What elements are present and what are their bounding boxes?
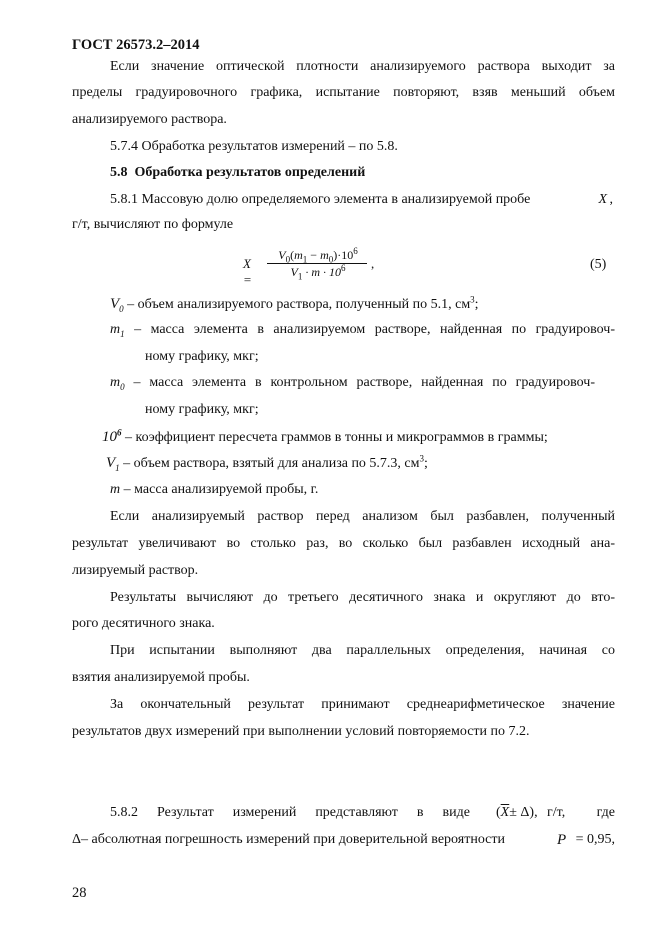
fraction-bar: [267, 263, 367, 264]
page-number: 28: [72, 885, 87, 901]
variable-x: X: [598, 192, 607, 207]
section-title: Обработка результатов определений: [134, 165, 366, 180]
definition-m0: $m_0$ – масса элемента в контрольном растворе, найденная по градуировоч-: [110, 375, 595, 392]
paragraph-line: 5.7.4 Обработка результатов измерений – по 5.8.: [110, 139, 398, 154]
section-number: 5.8: [110, 165, 128, 180]
paragraph-line: рого десятичного знака.: [72, 616, 215, 631]
definition-m: m – масса анализируемой пробы, г.: [110, 482, 319, 497]
paragraph-line: Если анализируемый раствор перед анализом был разбавлен, полученный: [110, 509, 615, 524]
formula-denominator: $V_1 \cdot m \cdot 10^6$: [290, 263, 346, 282]
paragraph-line: лизируемый раствор.: [72, 563, 199, 578]
paragraph-line: пределы градуировочного графика, испытание повторяют, взяв меньший объем: [72, 85, 615, 100]
paragraph-line: взятия анализируемой пробы.: [72, 670, 250, 685]
paragraph-line: 5.8.1 Массовую долю определяемого элемента в анализируемой пробе X ,: [110, 192, 613, 207]
definition-m1: $m_1$ – масса элемента в анализируемом растворе, найденная по градуировоч-: [110, 322, 615, 339]
paragraph-line: анализируемого раствора.: [72, 112, 227, 127]
formula-numerator: $V_0(m_1 - m_0)\cdot 10^6$: [278, 246, 358, 265]
definition-v1: $V_1$ – объем раствора, взятый для анализа по 5.7.3, $см^3$;: [106, 453, 428, 473]
doc-header: ГОСТ 26573.2–2014: [72, 37, 200, 53]
paragraph-line: За окончательный результат принимают среднеарифметическое значение: [110, 697, 615, 712]
paragraph-line: При испытании выполняют два параллельных определения, начиная со: [110, 643, 615, 658]
paragraph-line: г/т, вычисляют по формуле: [72, 217, 234, 232]
formula-number: (5): [590, 257, 607, 272]
definition-coefficient: $10^6$ – коэффициент пересчета граммов в тонны и микрограммов в граммы;: [102, 427, 548, 445]
paragraph-line: результатов двух измерений при выполнении условий повторяемости по 7.2.: [72, 724, 530, 739]
section-heading: [110, 164, 365, 182]
definition-v0: $V_0$ – объем анализируемого раствора, полученный по 5.1, $см^3$;: [110, 294, 479, 314]
formula-lhs: X =: [243, 256, 252, 287]
paragraph-line: Если значение оптической плотности анализируемого раствора выходит за: [110, 59, 615, 74]
definition-continuation: ному графику, мкг;: [145, 402, 259, 417]
definition-continuation: ному графику, мкг;: [145, 349, 259, 364]
document-page: ГОСТ 26573.2–2014 Если значение оптической плотности анализируемого раствора выходит за пределы градуировочного графика, испытание повторяют, взяв меньший объем анализируемого раствора. 5.7.4 Обработка результатов измерений – по 5.8. 5.8 Обработка результатов определений 5.8.1 Массовую долю определяемого элемента в анализируемой пробе X , г/т, вычисляют по формуле X = $V_0(m_1 - m_0)\cdot 10^6$ $V_1 \cdot m \cdot 10^6$ , (5) $V_0$ – объем анализируемого раствора, полученный по 5.1, $см^3$; $m_1$ – масса элемента в анализируемом растворе, найденная по градуировоч- ному графику, мкг; $m_0$ – масса элемента в контрольном растворе, найденная по градуировоч- ному графику, мкг; $10^6$ – коэффициент пересчета граммов в тонны и микрограммов в граммы; $V_1$ – объем раствора, взятый для анализа по 5.7.3, $см^3$; m – масса анализируемой пробы, г. Если анализируемый раствор перед анализом был разбавлен, полученный результат увеличивают во столько раз, во сколько был разбавлен исходный ана- лизируемый раствор. Результаты вычисляют до третьего десятичного знака и округляют до вто- рого десятичного знака. При испытании выполняют два параллельных определения, начиная со взятия анализируемой пробы. За окончательный результат принимают среднеарифметическое значение результатов двух измерений при выполнении условий повторяемости по 7.2. 5.8.2 Результат измерений представляют в виде $(\overline{X}\pm \Delta)$, г/т, где Δ– абсолютная погрешность измерений при доверительной вероятности P = 0,95, 28: [72, 37, 615, 901]
paragraph-line: результат увеличивают во столько раз, во сколько был разбавлен исходный ана-: [72, 536, 615, 551]
paragraph-line: Результаты вычисляют до третьего десятичного знака и округляют до вто-: [110, 590, 615, 605]
